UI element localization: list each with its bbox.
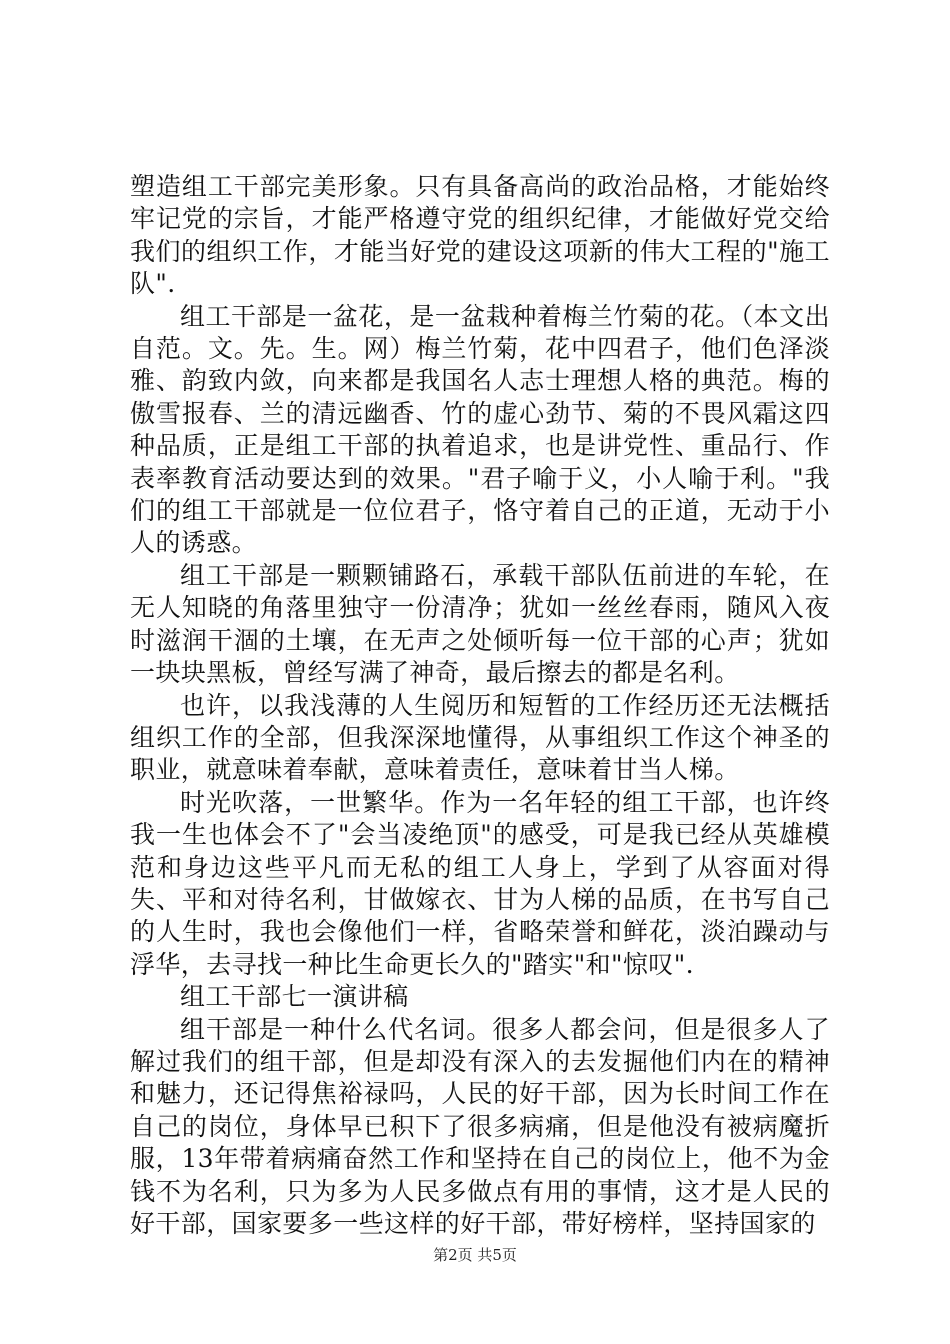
page-footer: 第2页 共5页 [433, 1246, 517, 1264]
document-body [130, 171, 830, 1240]
paragraph-time: 时光吹落，一世繁华。作为一名年轻的组工干部，也许终我一生也体会不了"会当凌绝顶"的感受，可是我已经从英雄模范和身边这些平凡而无私的组工人身上，学到了从容面对得失、平和对待名利，甘做嫁衣、甘为人梯的品质，在书写自己的人生时，我也会像他们一样，省略荣誉和鲜花，淡泊躁动与浮华，去寻找一种比生命更长久的"踏实"和"惊叹". [130, 787, 830, 979]
section-heading: 组工干部七一演讲稿 [180, 982, 409, 1012]
paragraph-continuation: 塑造组工干部完美形象。只有具备高尚的政治品格，才能始终牢记党的宗旨，才能严格遵守党的组织纪律，才能做好党交给我们的组织工作，才能当好党的建设这项新的伟大工程的"施工队". [130, 172, 830, 299]
paragraph-flower: 组工干部是一盆花，是一盆栽种着梅兰竹菊的花。（本文出自范。文。先。生。网）梅兰竹菊，花中四君子，他们色泽淡雅、韵致内敛，向来都是我国名人志士理想人格的典范。梅的傲雪报春、兰的清远幽香、竹的虚心劲节、菊的不畏风霜这四种品质，正是组工干部的执着追求，也是讲党性、重品行、作表率教育活动要达到的效果。"君子喻于义，小人喻于利。"我们的组工干部就是一位位君子，恪守着自己的正道，无动于小人的诱惑。 [130, 301, 830, 558]
paragraph-perhaps: 也许，以我浅薄的人生阅历和短暂的工作经历还无法概括组织工作的全部，但我深深地懂得，从事组织工作这个神圣的职业，就意味着奉献，意味着责任，意味着甘当人梯。 [130, 690, 830, 785]
paragraph-cadre-meaning: 组干部是一种什么代名词。很多人都会问，但是很多人了解过我们的组干部，但是却没有深入的去发掘他们内在的精神和魅力，还记得焦裕禄吗，人民的好干部，因为长时间工作在自己的岗位，身体早已积下了很多病痛，但是他没有被病魔折服，13年带着病痛奋然工作和坚持在自己的岗位上，他不为金钱不为名利，只为多为人民多做点有用的事情，这才是人民的好干部，国家要多一些这样的好干部，带好榜样，坚持国家的 [130, 1014, 830, 1238]
paragraph-paving-stone: 组工干部是一颗颗铺路石，承载干部队伍前进的车轮，在无人知晓的角落里独守一份清净；犹如一丝丝春雨，随风入夜时滋润干涸的土壤，在无声之处倾听每一位干部的心声；犹如一块块黑板，曾经写满了神奇，最后擦去的都是名利。 [130, 560, 830, 688]
